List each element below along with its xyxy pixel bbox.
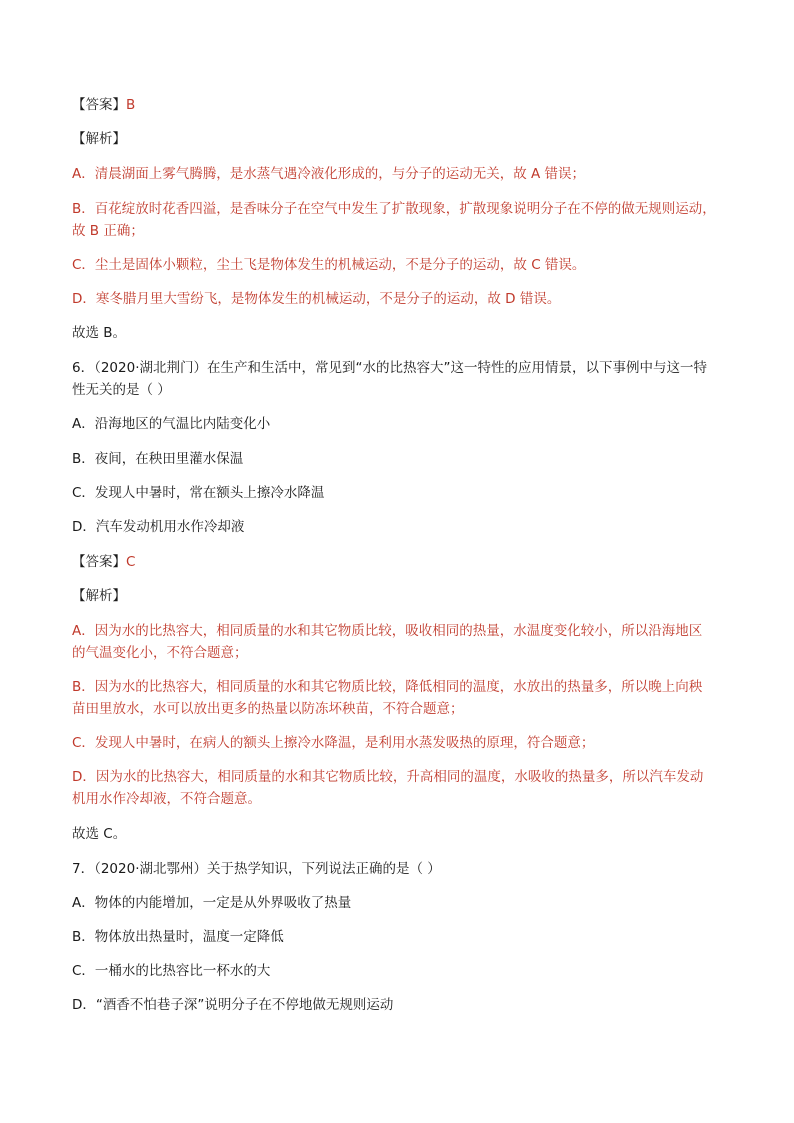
question-6-option-d: D．汽车发动机用水作冷却液 [72,519,245,535]
analysis-option-d-q6-line2: 机用水作冷却液，不符合题意。 [72,791,261,807]
analysis-option-b-q6-line2: 苗田里放水，水可以放出更多的热量以防冻坏秧苗，不符合题意； [72,701,464,717]
analysis-label-q5: 【解析】 [72,131,126,147]
answer-label: 【答案】 [72,97,126,113]
answer-value: C [126,554,136,570]
conclusion-q6: 故选 C。 [72,826,127,842]
question-7-stem: 7．（2020·湖北鄂州）关于热学知识，下列说法正确的是（ ） [72,861,441,877]
question-7-option-d: D．“酒香不怕巷子深”说明分子在不停地做无规则运动 [72,997,394,1013]
question-7-option-c: C．一桶水的比热容比一杯水的大 [72,963,271,979]
analysis-option-a-q5: A．清晨湖面上雾气腾腾，是水蒸气遇冷液化形成的，与分子的运动无关，故 A 错误； [72,166,586,182]
question-6-stem-line1: 6．（2020·湖北荆门）在生产和生活中，常见到“水的比热容大”这一特性的应用情景，以下事例中与这一特 [72,360,707,376]
answer-line-q6 [72,551,135,573]
analysis-option-b-q5-line1: B．百花绽放时花香四溢，是香味分子在空气中发生了扩散现象，扩散现象说明分子在不停的做无规则运动， [72,201,716,217]
answer-label: 【答案】 [72,554,126,570]
analysis-option-b-q6-line1: B．因为水的比热容大，相同质量的水和其它物质比较，降低相同的温度，水放出的热量多，所以晚上向秧 [72,679,703,695]
analysis-option-a-q6-line1: A．因为水的比热容大，相同质量的水和其它物质比较，吸收相同的热量，水温度变化较小，所以沿海地区 [72,623,703,639]
question-6-option-b: B．夜间，在秧田里灌水保温 [72,451,244,467]
analysis-option-d-q5: D．寒冬腊月里大雪纷飞，是物体发生的机械运动，不是分子的运动，故 D 错误。 [72,291,561,307]
question-6-stem-line2: 性无关的是（ ） [72,382,171,398]
answer-line-q5 [72,94,135,116]
question-6-option-a: A．沿海地区的气温比内陆变化小 [72,416,271,432]
analysis-option-a-q6-line2: 的气温变化小，不符合题意； [72,645,248,661]
conclusion-q5: 故选 B。 [72,325,127,341]
analysis-option-b-q5-line2: 故 B 正确； [72,223,144,239]
question-6-option-c: C．发现人中暑时，常在额头上擦冷水降温 [72,485,325,501]
question-7-option-a: A．物体的内能增加，一定是从外界吸收了热量 [72,895,352,911]
question-7-option-b: B．物体放出热量时，温度一定降低 [72,929,284,945]
analysis-label-q6: 【解析】 [72,588,126,604]
analysis-option-d-q6-line1: D．因为水的比热容大，相同质量的水和其它物质比较，升高相同的温度，水吸收的热量多，所以汽车发动 [72,769,704,785]
analysis-option-c-q6: C．发现人中暑时，在病人的额头上擦冷水降温，是利用水蒸发吸热的原理，符合题意； [72,735,595,751]
answer-value: B [126,97,136,113]
analysis-option-c-q5: C．尘土是固体小颗粒，尘土飞是物体发生的机械运动，不是分子的运动，故 C 错误。 [72,257,586,273]
